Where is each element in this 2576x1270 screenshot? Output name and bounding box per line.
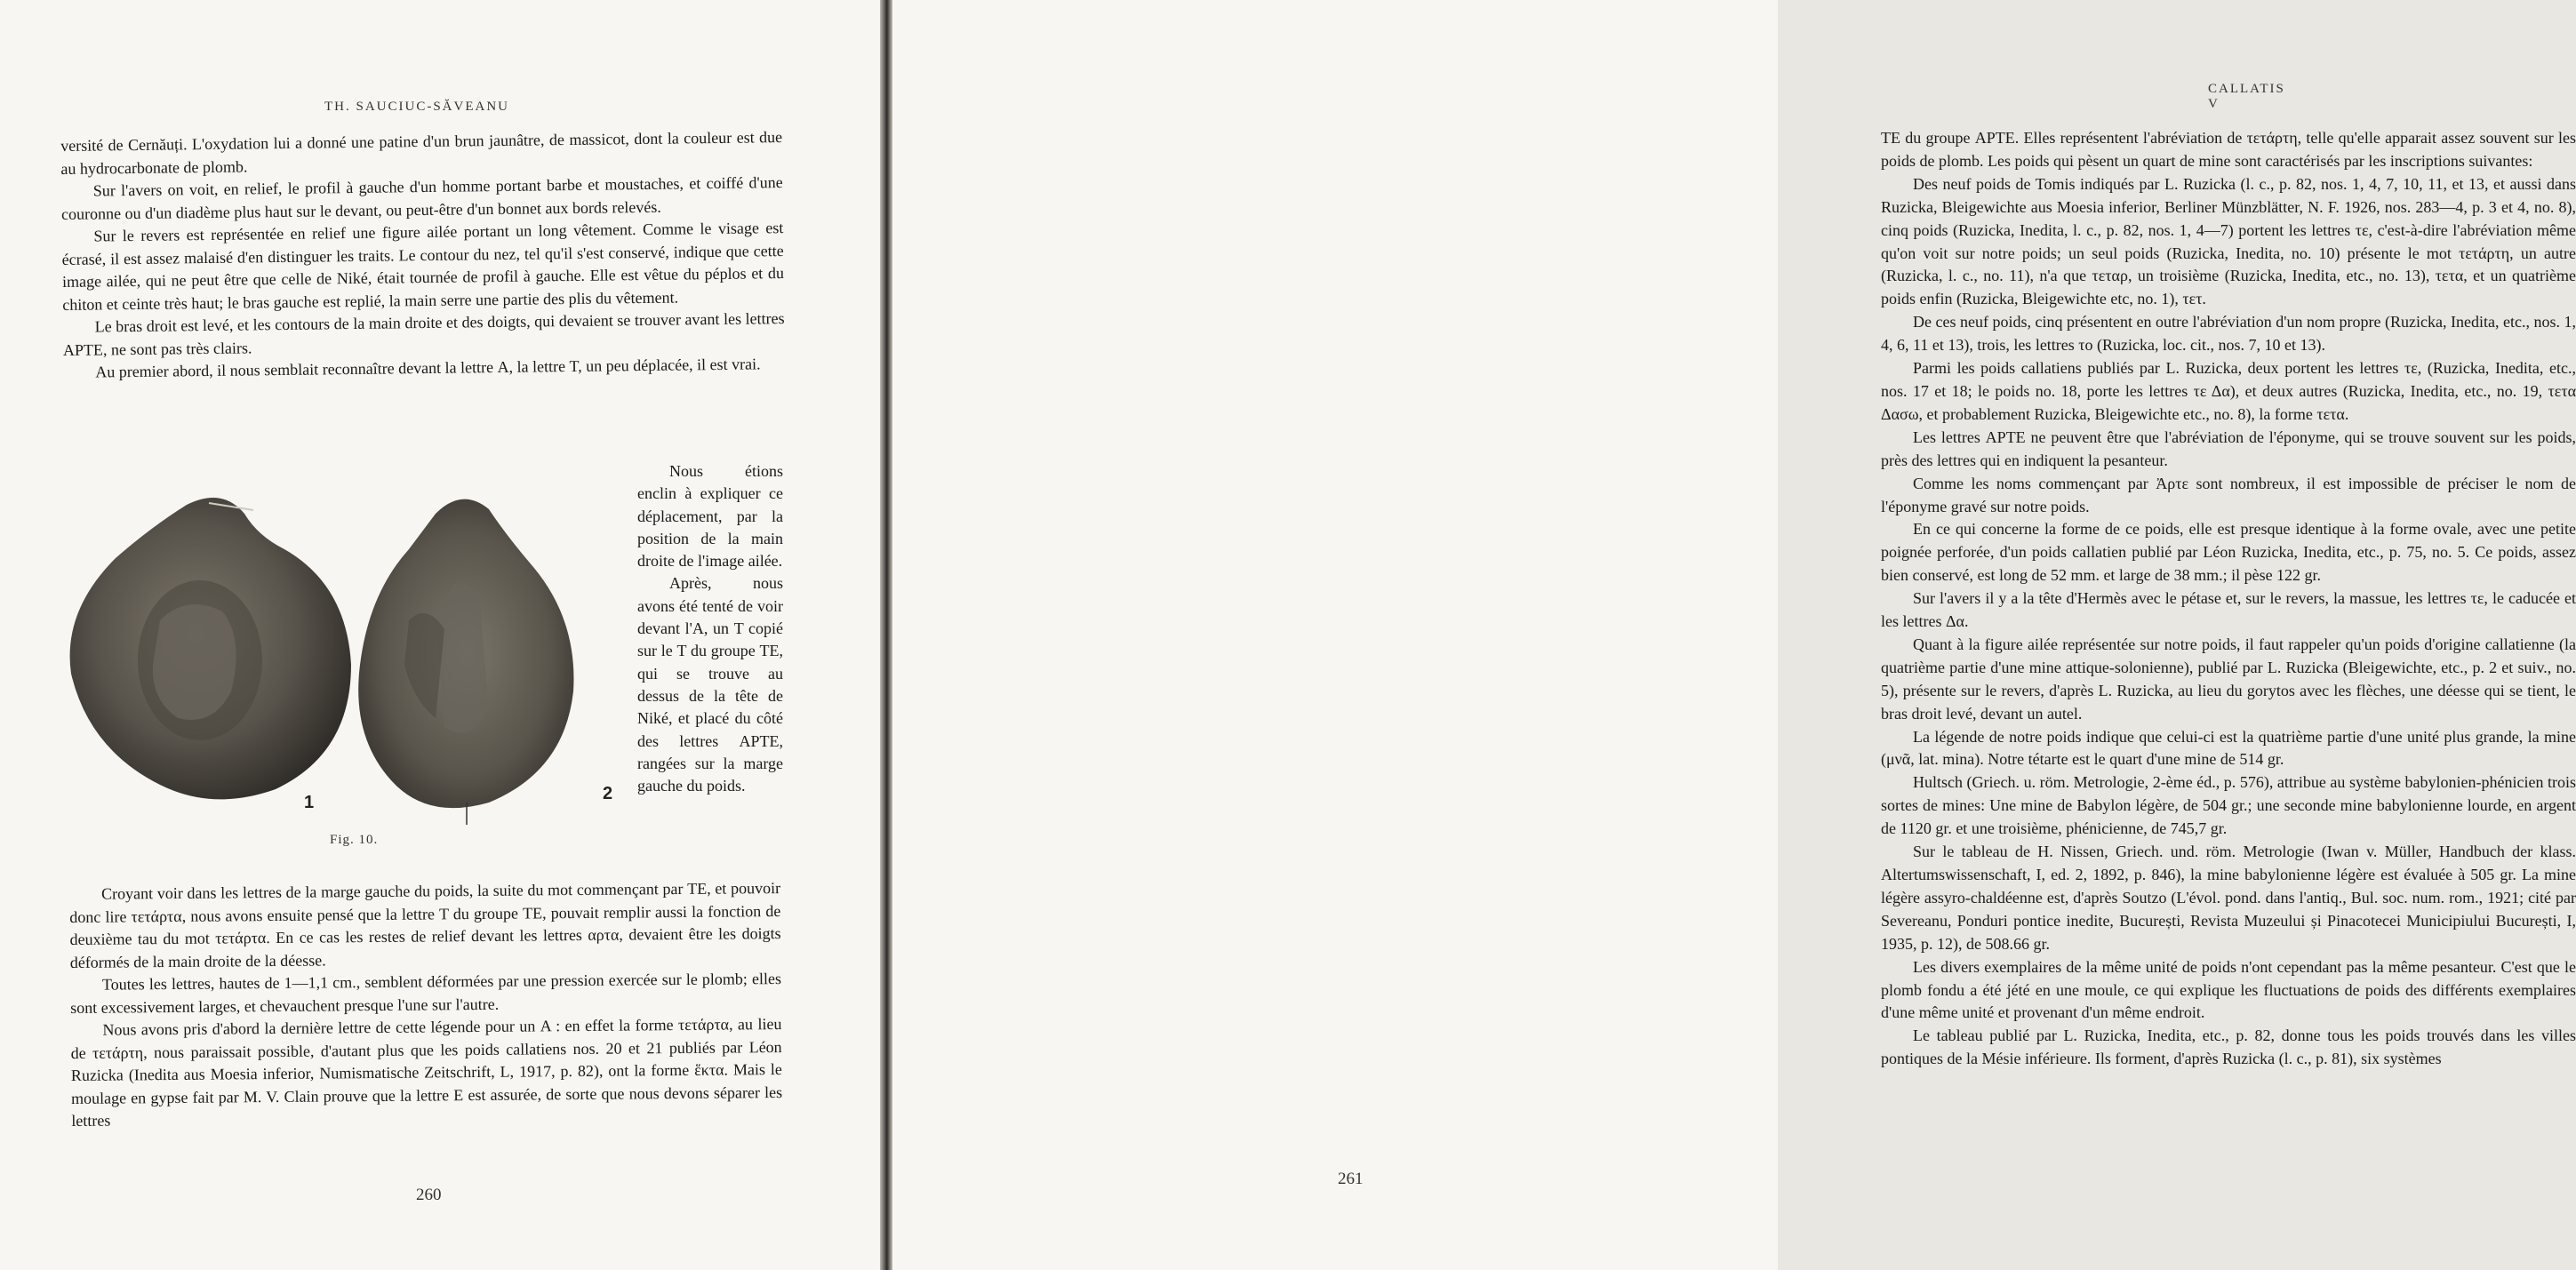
paragraph: Sur le tableau de H. Nissen, Griech. und. röm. Metrologie (Iwan v. Müller, Handbuch der klass. Altertumswissenschaft, I, ed. 2, 1892, p. 846), la mine babylonienne légère est évaluée à 505 gr. La mine légère assyro-chaldéenne est, d'après Soutzo (L'évol. pond. dans l'antiq., Bul. soc. num. rom., 1921; cité par Severeanu, Ponduri pontice inedite, București, Revista Muzeului și Pinacotecei Municipiului București, I, 1935, p. 12), de 508.66 gr. [1881,843,2576,953]
paragraph: Sur le revers est représentée en relief une figure ailée portant un long vêtement. Comme le visage est écrasé, il est assez malaisé d'en distinguer les traits. Le contour du nez, tel qu'il s'est conservé, indique que cette image ailée, qui ne peut être que celle de Niké, était tournée de profil à gauche. Elle est vêtue du péplos et du chiton et ceinte très haut; le bras gauche est replié, la main serre une partie des plis du vêtement. [61,219,785,314]
left-text-bottom [69,877,782,1132]
obverse-weight [70,498,351,799]
figure-label-1: 1 [304,793,315,812]
paragraph: De ces neuf poids, cinq présentent en outre l'abréviation d'un nom propre (Ruzicka, Inedita, etc., nos. 1, 4, 6, 11 et 13), trois, les lettres το (Ruzicka, loc. cit., nos. 7, 10 et 13). [1881,313,2576,355]
paragraph: En ce qui concerne la forme de ce poids, elle est presque identique à la forme ovale, avec une petite poignée perforée, d'un poids callatien publié par Léon Ruzicka, Inedita, etc., p. 75, no. 5. Ce poids, assez bien conservé, est long de 52 mm. et large de 38 mm.; il pèse 122 gr. [1881,520,2576,585]
paragraph: La légende de notre poids indique que celui-ci est la quatrième partie d'une unité plus grande, la mine (μνᾶ, lat. mina). Notre tétarte est le quart d'une mine de 514 gr. [1881,727,2576,769]
paragraph: Après, nous avons été tenté de voir devant l'Α, un Τ copié sur le Τ du groupe ΤΕ, qui se trouve au dessus de la tête de Niké, et placé du côté des lettres ΑΡΤΕ, rangées sur la marge gauche du poids. [637,574,783,795]
left-running-head: TH. SAUCIUC-SĂVEANU [324,100,510,114]
left-text-top [60,126,785,384]
paragraph: Croyant voir dans les lettres de la marge gauche du poids, la suite du mot commençant par ΤΕ, et pouvoir donc lire τετάρτα, nous avons ensuite pensé que la lettre Τ du groupe ΤΕ, pouvait remplir aussi la fonction de deuxième tau du mot τετάρτα. En ce cas les restes de relief devant les lettres αρτα, devaient être les doigts déformés de la main droite de la déesse. [69,879,781,971]
paragraph: Nous avons pris d'abord la dernière lettre de cette légende pour un Α : en effet la forme τετάρτα, au lieu de τετάρτη, nous paraissait possible, d'autant plus que les poids callatiens nos. 20 et 21 publiés par Léon Ruzicka (Inedita aus Moesia inferior, Numismatische Zeitschrift, L, 1917, p. 82), ont la forme ἕκτα. Mais le moulage en gypse fait par M. V. Clain prouve que la lettre E est assurée, de sorte que nous devons séparer les lettres [70,1015,783,1130]
book-gutter [880,0,892,1270]
paragraph: versité de Cernăuți. L'oxydation lui a donné une patine d'un brun jaunâtre, de massicot, dont la couleur est due au hydrocarbonate de plomb. [60,128,783,178]
figure-10 [53,487,622,860]
right-page [892,0,2576,1270]
paragraph: Sur l'avers il y a la tête d'Hermès avec le pétase et, sur le revers, la massue, les lettres τε, le caducée et les lettres Δα. [1881,589,2576,631]
paragraph: Hultsch (Griech. u. röm. Metrologie, 2-ème éd., p. 576), attribue au système babylonien-phénicien trois sortes de mines: Une mine de Babylon légère, de 504 gr.; une seconde mine babylonienne lourde, en argent de 1120 gr. et une troisième, phénicienne, de 745,7 gr. [1881,773,2576,838]
paragraph: Le bras droit est levé, et les contours de la main droite et des doigts, qui devaient se trouver avant les lettres ΑΡΤΕ, ne sont pas très clairs. [62,309,785,359]
left-side-column [637,460,783,797]
left-page-number: 260 [416,1186,442,1204]
paragraph: Des neuf poids de Tomis indiqués par L. Ruzicka (l. c., p. 82, nos. 1, 4, 7, 10, 11, et 13, et aussi dans Ruzicka, Bleigewichte aus Moesia inferior, Berliner Münzblätter, N. F. 1926, nos. 283—4, p. 3 et 4, no. 8), cinq poids (Ruzicka, Inedita, l. c., p. 82, nos. 1, 4—7) portent les lettres τε, c'est-à-dire l'abréviation même qu'on voit sur notre poids; un seul poids (Ruzicka, Inedita, no. 10) présente le mot τετάρτη, un autre (Ruzicka, l. c., no. 11), n'a que τεταρ, un troisième (Ruzicka, Inedita, etc., no. 13), τετα, et un quatrième poids enfin (Ruzicka, Bleigewichte etc, no. 1), τετ. [1881,174,2576,308]
paragraph: Au premier abord, il nous semblait reconnaître devant la lettre Α, la lettre Τ, un peu déplacée, il est vrai. [95,355,761,381]
paragraph: Les lettres ΑΡΤΕ ne peuvent être que l'abréviation de l'éponyme, qui se trouve souvent sur les poids, près des lettres qui en indiquent la pesanteur. [1881,427,2576,469]
lead-weight-photographs [53,487,622,825]
paragraph: Comme les noms commençant par Ἀρτε sont nombreux, il est impossible de préciser le nom de l'éponyme gravé sur notre poids. [1881,474,2576,515]
reverse-weight [358,499,573,825]
paragraph: Le tableau publié par L. Ruzicka, Inedita, etc., p. 82, donne tous les poids trouvés dans les villes pontiques de la Mésie inférieure. Ils forment, d'après Ruzicka (l. c., p. 81), six systèmes [1881,1026,2576,1068]
paragraph: Toutes les lettres, hautes de 1—1,1 cm., semblent déformées par une pression exercée sur le plomb; elles sont excessivement larges, et chevauchent presque l'une sur l'autre. [70,970,782,1017]
right-text [1881,127,2576,1071]
right-running-head: CALLATIS V [2208,82,2285,111]
left-page [0,0,880,1270]
figure-caption: Fig. 10. [330,833,379,847]
right-page-number: 261 [1338,1170,1364,1188]
paragraph: Nous étions enclin à expliquer ce déplacement, par la position de la main droite de l'image ailée. [637,462,783,571]
paragraph: Quant à la figure ailée représentée sur notre poids, il faut rappeler qu'un poids d'origine callatienne (la quatrième partie d'une mine attique-solonienne), publié par L. Ruzicka (Bleigewichte, etc., p. 2 et suiv., no. 5), présente sur le revers, d'après L. Ruzicka, au lieu du gorytos avec les flèches, une déesse qui se tient, le bras droit levé, devant un autel. [1881,635,2576,723]
figure-label-2: 2 [603,784,613,803]
paragraph: Sur l'avers on voit, en relief, le profil à gauche d'un homme portant barbe et moustaches, et coiffé d'une couronne ou d'un diadème plus haut sur le devant, ou peut-être d'un bonnet aux bords relevés. [60,173,783,223]
paragraph: Parmi les poids callatiens publiés par L. Ruzicka, deux portent les lettres τε, (Ruzicka, Inedita, etc., nos. 17 et 18; le poids no. 18, porte les lettres τε Δα), et deux autres (Ruzicka, Inedita, etc., no. 19, τετα Δασω, et probablement Ruzicka, Bleigewichte etc., no. 8), la forme τετα. [1881,359,2576,423]
paragraph: ΤΕ du groupe ΑΡΤΕ. Elles représentent l'abréviation de τετάρτη, telle qu'elle apparait assez souvent sur les poids de plomb. Les poids qui pèsent un quart de mine sont caractérisés par les inscriptions suivantes: [1881,129,2576,170]
paragraph: Les divers exemplaires de la même unité de poids n'ont cependant pas la même pesanteur. C'est que le plomb fondu a été jété en une moule, ce qui explique les fluctuations de poids des différents exemplaires d'une même unité et provenant d'un même endroit. [1881,957,2576,1022]
